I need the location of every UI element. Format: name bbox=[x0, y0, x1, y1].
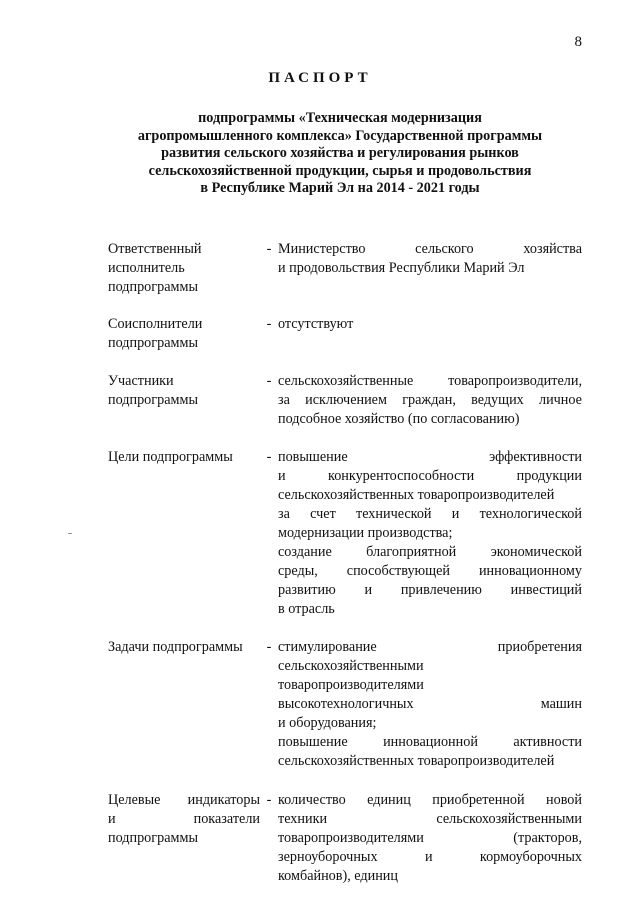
value-word: граждан, bbox=[402, 392, 456, 408]
value-word: исключением bbox=[305, 392, 387, 408]
value-line bbox=[278, 467, 582, 486]
passport-row bbox=[108, 240, 582, 297]
value-word: новой bbox=[546, 792, 582, 808]
value-line bbox=[278, 848, 582, 867]
value-word: ведущих bbox=[471, 392, 524, 408]
value-line bbox=[278, 562, 582, 581]
value-line bbox=[278, 372, 582, 391]
value-word: за bbox=[278, 506, 290, 522]
value-line bbox=[278, 638, 582, 657]
row-label-line: Участники bbox=[108, 373, 174, 389]
value-line bbox=[278, 600, 582, 619]
value-word: сельскохозяйственными bbox=[436, 811, 582, 827]
value-word: и bbox=[451, 506, 460, 522]
row-value bbox=[278, 791, 582, 886]
passport-row bbox=[108, 638, 582, 771]
value-word: Министерство bbox=[278, 241, 366, 257]
label-word: показатели bbox=[193, 811, 260, 827]
row-dash: - bbox=[266, 316, 272, 332]
row-label-line bbox=[108, 810, 260, 829]
value-word: личное bbox=[539, 392, 582, 408]
value-word: экономической bbox=[490, 544, 582, 560]
value-word: способствующей bbox=[346, 563, 450, 579]
value-line bbox=[278, 486, 582, 505]
value-word: количество bbox=[278, 792, 346, 808]
value-word: и bbox=[424, 849, 433, 865]
row-dash: - bbox=[266, 639, 272, 655]
value-word: инновационной bbox=[383, 734, 478, 750]
value-line bbox=[278, 581, 582, 600]
value-word: конкурентоспособности bbox=[328, 468, 475, 484]
value-word: машин bbox=[540, 696, 582, 712]
value-word: модернизации производства; bbox=[278, 525, 453, 541]
value-word: сельскохозяйственных товаропроизводителей bbox=[278, 487, 555, 503]
row-label bbox=[108, 372, 260, 429]
value-word: подсобное хозяйство (по согласованию) bbox=[278, 411, 520, 427]
passport-row bbox=[108, 791, 582, 886]
value-line bbox=[278, 657, 582, 676]
value-word: благоприятной bbox=[366, 544, 457, 560]
row-label-line: Ответственный bbox=[108, 241, 202, 257]
row-label bbox=[108, 638, 260, 771]
value-word: стимулирование bbox=[278, 639, 377, 655]
label-word: индикаторы bbox=[187, 792, 260, 808]
document-title: ПАСПОРТ bbox=[268, 70, 372, 86]
row-value bbox=[278, 315, 582, 353]
row-label-line bbox=[108, 829, 260, 848]
value-word: привлечению bbox=[400, 582, 482, 598]
value-line bbox=[278, 829, 582, 848]
label-word: и bbox=[108, 811, 116, 827]
value-word: техники bbox=[278, 811, 328, 827]
passport-row bbox=[108, 372, 582, 429]
value-line bbox=[278, 240, 582, 259]
value-word: (тракторов, bbox=[513, 830, 582, 846]
value-word: хозяйства bbox=[523, 241, 582, 257]
value-word: приобретения bbox=[497, 639, 582, 655]
value-line bbox=[278, 752, 582, 771]
subtitle-line: в Республике Марий Эл на 2014 - 2021 годы bbox=[200, 180, 480, 196]
value-word: инновационному bbox=[478, 563, 582, 579]
row-label bbox=[108, 315, 260, 353]
value-line bbox=[278, 448, 582, 467]
row-label bbox=[108, 240, 260, 297]
value-word: товаропроизводителями bbox=[278, 677, 424, 693]
value-line bbox=[278, 391, 582, 410]
value-word: единиц bbox=[367, 792, 411, 808]
value-word: сельскохозяйственные bbox=[278, 373, 414, 389]
value-word: технологической bbox=[479, 506, 582, 522]
value-word: эффективности bbox=[489, 449, 582, 465]
row-label bbox=[108, 791, 260, 886]
passport-table bbox=[108, 240, 582, 886]
value-word: технической bbox=[356, 506, 432, 522]
row-label-line: подпрограммы bbox=[108, 392, 198, 408]
row-dash: - bbox=[266, 792, 272, 808]
row-label-line: Цели подпрограммы bbox=[108, 449, 233, 465]
value-word: сельскохозяйственных товаропроизводителей bbox=[278, 753, 555, 769]
row-label-line: подпрограммы bbox=[108, 279, 198, 295]
row-value bbox=[278, 372, 582, 429]
value-word: сельского bbox=[415, 241, 474, 257]
subtitle-line: развития сельского хозяйства и регулирования рынков bbox=[161, 145, 519, 161]
row-label-line: подпрограммы bbox=[108, 335, 198, 351]
value-line bbox=[278, 543, 582, 562]
value-word: и bbox=[278, 468, 286, 484]
passport-row bbox=[108, 448, 582, 619]
value-line bbox=[278, 810, 582, 829]
row-label-line: Соисполнители bbox=[108, 316, 203, 332]
value-word: и bbox=[364, 582, 373, 598]
value-word: высокотехнологичных bbox=[278, 696, 414, 712]
row-dash: - bbox=[266, 449, 272, 465]
value-word: инвестиций bbox=[510, 582, 582, 598]
value-word: товаропроизводителями bbox=[278, 830, 424, 846]
value-line bbox=[278, 676, 582, 695]
value-word: продукции bbox=[516, 468, 582, 484]
value-word: и оборудования; bbox=[278, 715, 377, 731]
row-label-line: исполнитель bbox=[108, 260, 185, 276]
value-line bbox=[278, 867, 582, 886]
value-word: сельскохозяйственными bbox=[278, 658, 424, 674]
value-word: за bbox=[278, 392, 290, 408]
row-dash: - bbox=[266, 373, 272, 389]
value-word: развитию bbox=[278, 582, 336, 598]
value-word: в отрасль bbox=[278, 601, 335, 617]
row-label-line bbox=[108, 791, 260, 810]
subtitle-line: сельскохозяйственной продукции, сырья и продовольствия bbox=[148, 162, 532, 179]
value-line bbox=[278, 695, 582, 714]
value-word: отсутствуют bbox=[278, 316, 354, 332]
value-line bbox=[278, 410, 582, 429]
value-word: повышение bbox=[278, 449, 348, 465]
row-value bbox=[278, 240, 582, 297]
page-number: 8 bbox=[574, 34, 582, 50]
value-word: приобретенной bbox=[432, 792, 525, 808]
subtitle-line: агропромышленного комплекса» Государственной программы bbox=[137, 127, 543, 144]
row-label bbox=[108, 448, 260, 619]
row-value bbox=[278, 448, 582, 619]
row-label-line: Задачи подпрограммы bbox=[108, 639, 243, 655]
value-word: кормоуборочных bbox=[479, 849, 582, 865]
passport-row bbox=[108, 315, 582, 353]
value-line bbox=[278, 791, 582, 810]
label-word: подпрограммы bbox=[108, 830, 198, 846]
subtitle-line: подпрограммы «Техническая модернизация bbox=[198, 110, 482, 126]
value-word: и продовольствия Республики Марий Эл bbox=[278, 260, 525, 276]
value-line bbox=[278, 524, 582, 543]
value-word: создание bbox=[278, 544, 332, 560]
value-word: счет bbox=[310, 506, 336, 522]
value-line bbox=[278, 714, 582, 733]
value-word: активности bbox=[513, 734, 582, 750]
value-line bbox=[278, 733, 582, 752]
value-line bbox=[278, 259, 582, 278]
value-line bbox=[278, 315, 582, 334]
margin-mark bbox=[68, 533, 72, 534]
value-word: товаропроизводители, bbox=[448, 373, 582, 389]
value-word: среды, bbox=[278, 563, 318, 579]
value-word: комбайнов), единиц bbox=[278, 868, 398, 884]
row-dash: - bbox=[266, 241, 272, 257]
value-line bbox=[278, 505, 582, 524]
value-word: повышение bbox=[278, 734, 348, 750]
value-word: зерноуборочных bbox=[278, 849, 378, 865]
label-word: Целевые bbox=[108, 792, 161, 808]
document-subtitle bbox=[100, 110, 580, 198]
row-value bbox=[278, 638, 582, 771]
